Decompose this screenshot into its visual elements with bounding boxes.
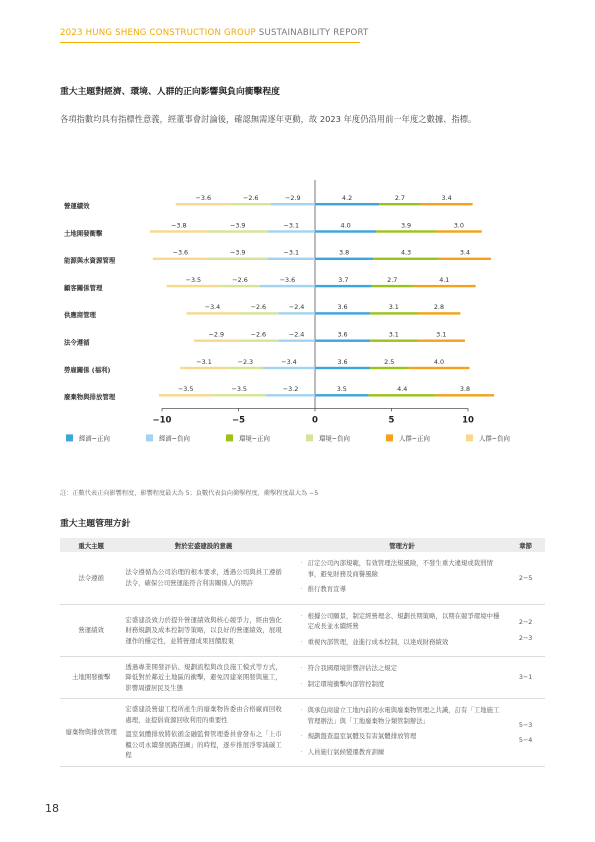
value-label: 3.6 xyxy=(337,330,348,339)
bar-環境−正向 xyxy=(379,203,420,205)
legend-label: 環境−負向 xyxy=(319,434,350,443)
bar-環境−負向 xyxy=(212,394,266,396)
bar-環境−正向 xyxy=(370,312,417,314)
bar-經濟−負向 xyxy=(263,367,315,369)
category-label: 勞雇關係 (福利) xyxy=(64,365,111,374)
policy-item: · 符合我國環境影響評估法之規定 xyxy=(301,663,504,674)
row-policies xyxy=(298,699,507,767)
policy-item: · 根據公司願景，制定經營理念、規劃長期策略，以期在競爭環境中穩定成長並永續經營 xyxy=(301,611,504,632)
bar-經濟−負向 xyxy=(278,312,315,314)
value-label: 2.5 xyxy=(384,357,395,366)
bar-經濟−負向 xyxy=(268,230,315,232)
table-row xyxy=(60,552,545,604)
legend-swatch xyxy=(466,434,473,441)
value-label: −3.4 xyxy=(281,357,297,366)
policy-item: · 訂定公司內部規範，有效管理法規風險，不發生重大違規或裁罰情事，避免財務及商譽風險 xyxy=(301,558,504,579)
value-label: −3.1 xyxy=(283,248,300,257)
bar-經濟−正向 xyxy=(315,203,379,205)
value-label: −2.3 xyxy=(237,357,254,366)
value-label: 3.0 xyxy=(453,221,464,230)
legend-label: 環境−正向 xyxy=(239,434,270,443)
intro-paragraph: 各項指數均具有指標性意義，經董事會討論後，確認無需逐年更動，故 2023 年度仍沿用前一年度之數據、指標。 xyxy=(60,114,477,124)
section-title-management: 重大主題管理方針 xyxy=(60,519,131,529)
category-label: 營運績效 xyxy=(64,202,90,210)
value-label: −3.1 xyxy=(196,357,212,366)
bar-環境−正向 xyxy=(376,230,436,232)
value-label: −2.4 xyxy=(288,303,305,312)
value-label: −3.5 xyxy=(231,385,248,394)
value-label: −3.5 xyxy=(185,275,202,284)
table-row xyxy=(60,604,545,657)
bar-環境−負向 xyxy=(228,367,263,369)
row-meaning: 宏盛建設營建工程所產生的廢棄物皆委由合格廠商回收處理，並提倡資源回收利用的重要性 溫室氣體排放將依循金融監督管理委員會發布之「上市櫃公司永續發展路徑圖」的時程，逐步推展淨零減碳工程 xyxy=(122,699,284,767)
bar-人群−正向 xyxy=(413,285,476,287)
bar-經濟−負向 xyxy=(260,285,315,287)
chart-note: 註：正數代表正向影響程度，影響程度最大為 5；負數代表負向衝擊程度，衝擊程度最大為 −5 xyxy=(60,490,319,497)
col-header-meaning: 對於宏盛建設的意義 xyxy=(122,538,284,552)
bar-經濟−正向 xyxy=(315,285,372,287)
policy-item: · 規劃盤查溫室氣體及有害氣體排放管理 xyxy=(301,731,504,742)
bar-經濟−負向 xyxy=(266,394,315,396)
bar-人群−正向 xyxy=(418,312,461,314)
value-label: 2.7 xyxy=(387,275,398,284)
row-policies xyxy=(298,657,507,699)
bar-經濟−正向 xyxy=(315,312,370,314)
legend-swatch xyxy=(66,434,73,441)
bar-經濟−正向 xyxy=(315,394,369,396)
value-label: −3.9 xyxy=(229,248,246,257)
value-label: −3.6 xyxy=(172,248,189,257)
bar-人群−正向 xyxy=(436,394,494,396)
bar-環境−正向 xyxy=(372,285,413,287)
category-label: 顧客關係管理 xyxy=(64,283,103,292)
impact-chart xyxy=(60,180,550,470)
value-label: 3.4 xyxy=(459,248,471,257)
report-header xyxy=(60,28,535,38)
category-label: 能源與水資源管理 xyxy=(64,256,116,265)
value-label: 3.4 xyxy=(441,194,452,202)
row-policies xyxy=(298,604,507,657)
report-header-company: 2023 HUNG SHENG CONSTRUCTION GROUP xyxy=(60,28,256,38)
value-label: −3.2 xyxy=(282,385,299,394)
table-header-row xyxy=(60,538,545,552)
value-label: 2.8 xyxy=(433,303,445,312)
value-label: −3.1 xyxy=(283,221,300,230)
bar-環境−負向 xyxy=(239,312,279,314)
header-rule xyxy=(60,42,360,43)
value-label: −2.6 xyxy=(232,275,248,284)
value-label: 4.2 xyxy=(342,194,353,202)
bar-經濟−正向 xyxy=(315,230,376,232)
legend-label: 經濟−正向 xyxy=(79,434,110,443)
value-label: 3.6 xyxy=(337,303,348,312)
row-chapters: 3−1 xyxy=(506,657,545,699)
bar-人群−正向 xyxy=(418,340,465,342)
value-label: −2.9 xyxy=(285,194,301,202)
row-chapters: 2−5 xyxy=(506,552,545,604)
bar-人群−正向 xyxy=(439,258,491,260)
bar-環境−負向 xyxy=(239,340,279,342)
value-label: −2.4 xyxy=(288,330,305,339)
legend-swatch xyxy=(306,434,313,441)
x-tick-label: −5 xyxy=(231,415,246,426)
bar-人群−正向 xyxy=(408,367,469,369)
report-header-suffix: SUSTAINABILITY REPORT xyxy=(255,28,369,38)
value-label: 3.8 xyxy=(338,248,350,257)
category-label: 供應商管理 xyxy=(64,311,96,320)
value-label: 3.5 xyxy=(336,385,347,394)
value-label: −3.6 xyxy=(279,275,296,284)
bar-經濟−正向 xyxy=(315,340,370,342)
bar-經濟−負向 xyxy=(271,203,315,205)
value-label: −3.5 xyxy=(177,385,194,394)
legend-label: 人群−正向 xyxy=(399,434,430,443)
value-label: 3.1 xyxy=(436,330,447,339)
report-header-text xyxy=(60,28,535,38)
value-label: −2.6 xyxy=(250,303,267,312)
policy-item: · 人員施行氣候變遷教育訓練 xyxy=(301,747,504,758)
bar-環境−負向 xyxy=(208,230,268,232)
bar-環境−負向 xyxy=(231,203,271,205)
bar-環境−正向 xyxy=(373,258,439,260)
value-label: 4.3 xyxy=(400,248,412,257)
row-meaning: 法令遵循為公司治理的根本要求，透過公司與員工遵循法令，確保公司營運能符合利害關係人的期許 xyxy=(122,552,284,604)
value-label: 4.0 xyxy=(433,357,445,366)
x-tick-label: 0 xyxy=(312,415,318,426)
bar-人群−負向 xyxy=(194,340,238,342)
bar-人群−負向 xyxy=(167,285,221,287)
bar-經濟−負向 xyxy=(268,258,315,260)
value-label: 4.0 xyxy=(340,221,351,230)
row-topic: 法令遵循 xyxy=(60,552,122,604)
row-chapters: 2−2 2−3 xyxy=(506,604,545,657)
bar-人群−負向 xyxy=(159,394,213,396)
bar-環境−正向 xyxy=(370,367,408,369)
bar-經濟−正向 xyxy=(315,367,370,369)
value-label: 3.1 xyxy=(388,303,399,312)
value-label: −2.6 xyxy=(250,330,267,339)
row-topic: 土地開發衝擊 xyxy=(60,657,122,699)
value-label: −3.9 xyxy=(229,221,246,230)
bar-環境−負向 xyxy=(220,285,260,287)
legend-label: 經濟−負向 xyxy=(159,434,190,443)
row-topic: 廢棄物與排放管理 xyxy=(60,699,122,767)
legend-swatch xyxy=(146,434,153,441)
value-label: 3.6 xyxy=(337,357,348,366)
value-label: −2.6 xyxy=(242,194,259,202)
value-label: 4.4 xyxy=(397,385,408,394)
impact-chart-svg xyxy=(60,180,550,470)
col-header-topic: 重大主題 xyxy=(60,538,122,552)
table-row xyxy=(60,699,545,767)
value-label: −2.9 xyxy=(208,330,225,339)
bar-環境−正向 xyxy=(370,340,417,342)
policy-item: · 制定環境衝擊內部管控制度 xyxy=(301,679,504,690)
value-label: 3.1 xyxy=(388,330,399,339)
policy-item: · 與承包商建立工地內前的水電與廢棄物管理之共識，訂有「工地施工管理辦法」與「工地廢棄物分類管制辦法」 xyxy=(301,705,504,726)
bar-人群−負向 xyxy=(150,230,208,232)
x-tick-label: 5 xyxy=(388,415,395,426)
bar-人群−負向 xyxy=(186,312,238,314)
row-meaning: 透過專業開發評估、規劃流程與改良施工模式等方式，降低對於鄰近土地區的衝擊，避免因建案開發與施工，影響周遭居民及生態 xyxy=(122,657,284,699)
legend-label: 人群−負向 xyxy=(479,434,510,443)
value-label: 4.1 xyxy=(439,275,450,284)
bar-人群−正向 xyxy=(421,203,473,205)
value-label: 3.9 xyxy=(400,221,412,230)
col-header-chapter: 章節 xyxy=(506,538,545,552)
bar-人群−正向 xyxy=(436,230,482,232)
col-header-policy: 管理方針 xyxy=(298,538,507,552)
x-tick-label: −10 xyxy=(152,415,172,426)
category-label: 法令遵循 xyxy=(64,338,90,347)
bar-經濟−正向 xyxy=(315,258,373,260)
legend-swatch xyxy=(386,434,393,441)
bar-環境−正向 xyxy=(369,394,436,396)
x-tick-label: 10 xyxy=(462,415,474,426)
value-label: 2.7 xyxy=(394,194,406,202)
legend-swatch xyxy=(226,434,233,441)
row-topic: 營運績效 xyxy=(60,604,122,657)
bar-人群−負向 xyxy=(176,203,231,205)
value-label: −3.8 xyxy=(171,221,187,230)
row-meaning: 宏盛建設致力於提升營運績效與核心競爭力，經由強化財務規劃及成本控制等策略，以良好的營運績效，展現運作的穩定性，並將營運成果回饋股東 xyxy=(122,604,284,657)
row-policies xyxy=(298,552,507,604)
bar-人群−負向 xyxy=(180,367,227,369)
value-label: −3.4 xyxy=(204,303,221,312)
value-label: −3.6 xyxy=(195,194,212,202)
table-row xyxy=(60,657,545,699)
section-title-impact: 重大主題對經濟、環境、人群的正向影響與負向衝擊程度 xyxy=(60,87,280,97)
bar-經濟−負向 xyxy=(278,340,315,342)
category-label: 土地開發衝擊 xyxy=(64,229,103,238)
policy-item: · 推行教育宣導 xyxy=(301,584,504,595)
page-number: 18 xyxy=(45,802,59,815)
management-table xyxy=(60,538,545,767)
category-label: 廢棄物與排放管理 xyxy=(64,393,116,402)
row-chapters: 5−3 5−4 xyxy=(506,699,545,767)
value-label: 3.8 xyxy=(459,385,471,394)
bar-環境−負向 xyxy=(208,258,268,260)
bar-人群−負向 xyxy=(153,258,208,260)
policy-item: · 重視內部管理，並進行成本控制，以達成財務績效 xyxy=(301,637,504,648)
value-label: 3.7 xyxy=(338,275,349,284)
